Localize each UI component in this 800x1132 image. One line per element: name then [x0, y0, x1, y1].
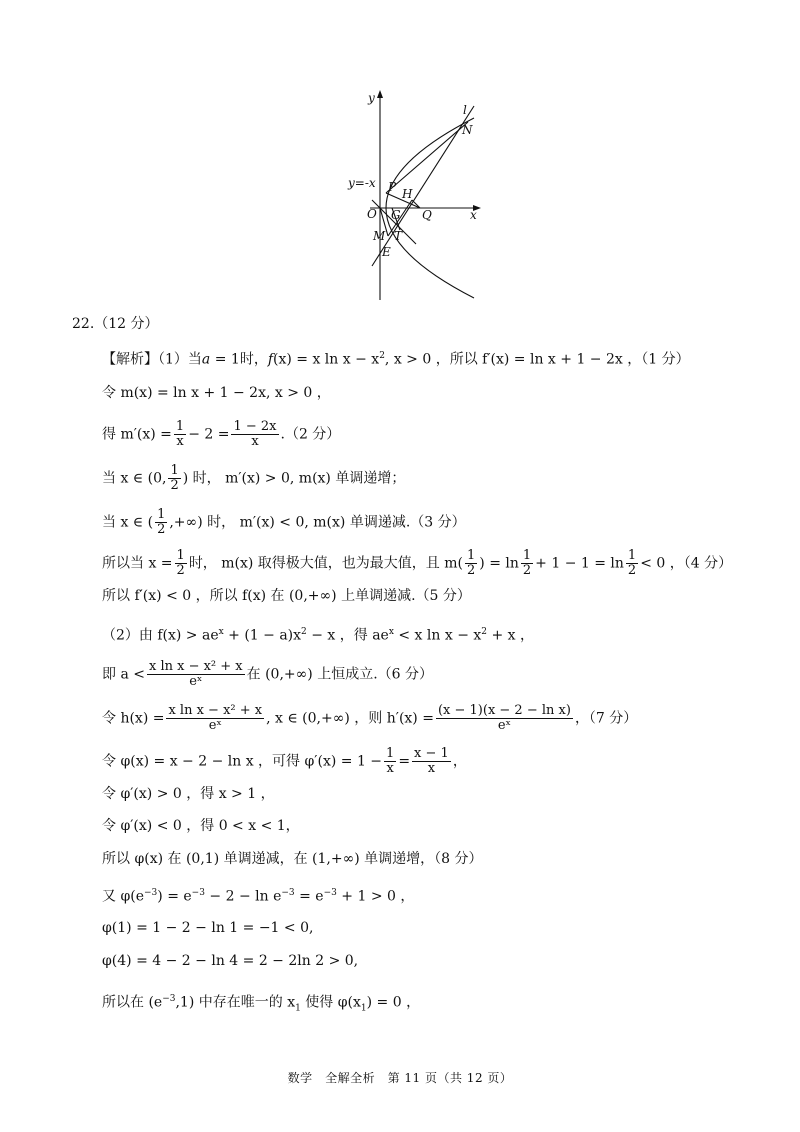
solution-line-4: 当 x ∈ (0, $\frac{1}{2}$ ) 时， m′(x) > 0, m(x) 单调递增； [102, 463, 406, 493]
solution-line-7: 所以 f′(x) < 0 ，所以 f(x) 在 (0,+∞) 上单调递减.（5 分） [102, 588, 471, 604]
label-G: G [391, 208, 401, 222]
label-P: P [388, 180, 397, 194]
page-footer: 数学 全解全析 第 11 页（共 12 页） [287, 1071, 513, 1085]
geometry-figure [340, 88, 490, 303]
solution-line-11: 令 φ(x) = x − 2 − ln x ，可得 φ′(x) = 1 − $\frac{1}{x}$ = $\frac{x - 1}{x}$ ， [102, 746, 467, 776]
chord-PN [386, 122, 468, 193]
solution-line-15: 又 $\varphi(e^{-3}) = e^{-3} - 2 - \ln e^{-3} = e^{-3} + 1 > 0$ ， [102, 888, 415, 905]
solution-line-18: 所以在 $(e^{-3},1)$ 中存在唯一的 $x_1$ 使得 $\varphi(x_1) = 0$ ， [102, 994, 421, 1014]
label-E: E [382, 245, 391, 259]
solution-line-2: 令 m(x) = ln x + 1 − 2x, x > 0 ， [102, 385, 331, 401]
solution-line-12: 令 φ′(x) > 0 ，得 x > 1 ， [102, 786, 275, 802]
solution-line-8: （2）由 $f(x) > ae^x + (1 - a)x^2 - x$ ，得 $ae^x < x$ $\ln x - x^2 + x$ ， [102, 627, 534, 644]
solution-line-13: 令 φ′(x) < 0 ，得 0 < x < 1， [102, 818, 300, 834]
label-yx: y=-x [348, 176, 376, 190]
solution-line-1: 【解析】（1）当a = 1时，f(x) = x $\ln x - x^2$, x > 0 ，所以 f′(x) = ln x + 1 − 2x ，（1 分） [102, 351, 690, 368]
label-N: N [462, 123, 473, 137]
label-Q: Q [422, 208, 432, 222]
label-T: T [394, 229, 403, 243]
solution-line-14: 所以 φ(x) 在 (0,1) 单调递减，在 (1,+∞) 单调递增，（8 分） [102, 851, 483, 867]
label-O: O [367, 207, 377, 221]
label-x: x [470, 208, 477, 222]
label-y: y [368, 91, 375, 105]
solution-line-6: 所以当 x = $\frac{1}{2}$ 时， m(x) 取得极大值，也为最大值，且 m( $\frac{1}{2}$ ) = ln $\frac{1}{2}$ + 1 − 1 = ln $\frac{1}{2}$ < 0 ，（4 分） [102, 548, 733, 578]
label-l: l [463, 103, 467, 117]
question-number: 22.（12 分） [72, 316, 159, 332]
solution-line-3: 得 m′(x) = $\frac{1}{x}$ − 2 = $\frac{1 - 2x}{x}$ .（2 分） [102, 419, 341, 449]
label-M: M [373, 229, 386, 243]
solution-line-16: φ(1) = 1 − 2 − ln 1 = −1 < 0, [102, 920, 314, 936]
label-H: H [402, 187, 413, 201]
y-axis-arrow [377, 90, 383, 98]
solution-line-9: 即 a < $\frac{\text{x ln x − x² + x}}{\text{eˣ}}$ 在 (0,+∞) 上恒成立.（6 分） [102, 659, 434, 689]
solution-line-10: 令 h(x) = $\frac{\text{x ln x − x² + x}}{\text{eˣ}}$ , x ∈ (0,+∞) ，则 h′(x) = $\frac{\text{(x − 1)(x − 2 − ln x)}}{\text{eˣ}}$ ，（7 分） [102, 703, 638, 733]
solution-line-17: φ(4) = 4 − 2 − ln 4 = 2 − 2ln 2 > 0, [102, 953, 359, 969]
solution-line-5: 当 x ∈ ( $\frac{1}{2}$ ,+∞) 时， m′(x) < 0, m(x) 单调递减.（3 分） [102, 507, 466, 537]
